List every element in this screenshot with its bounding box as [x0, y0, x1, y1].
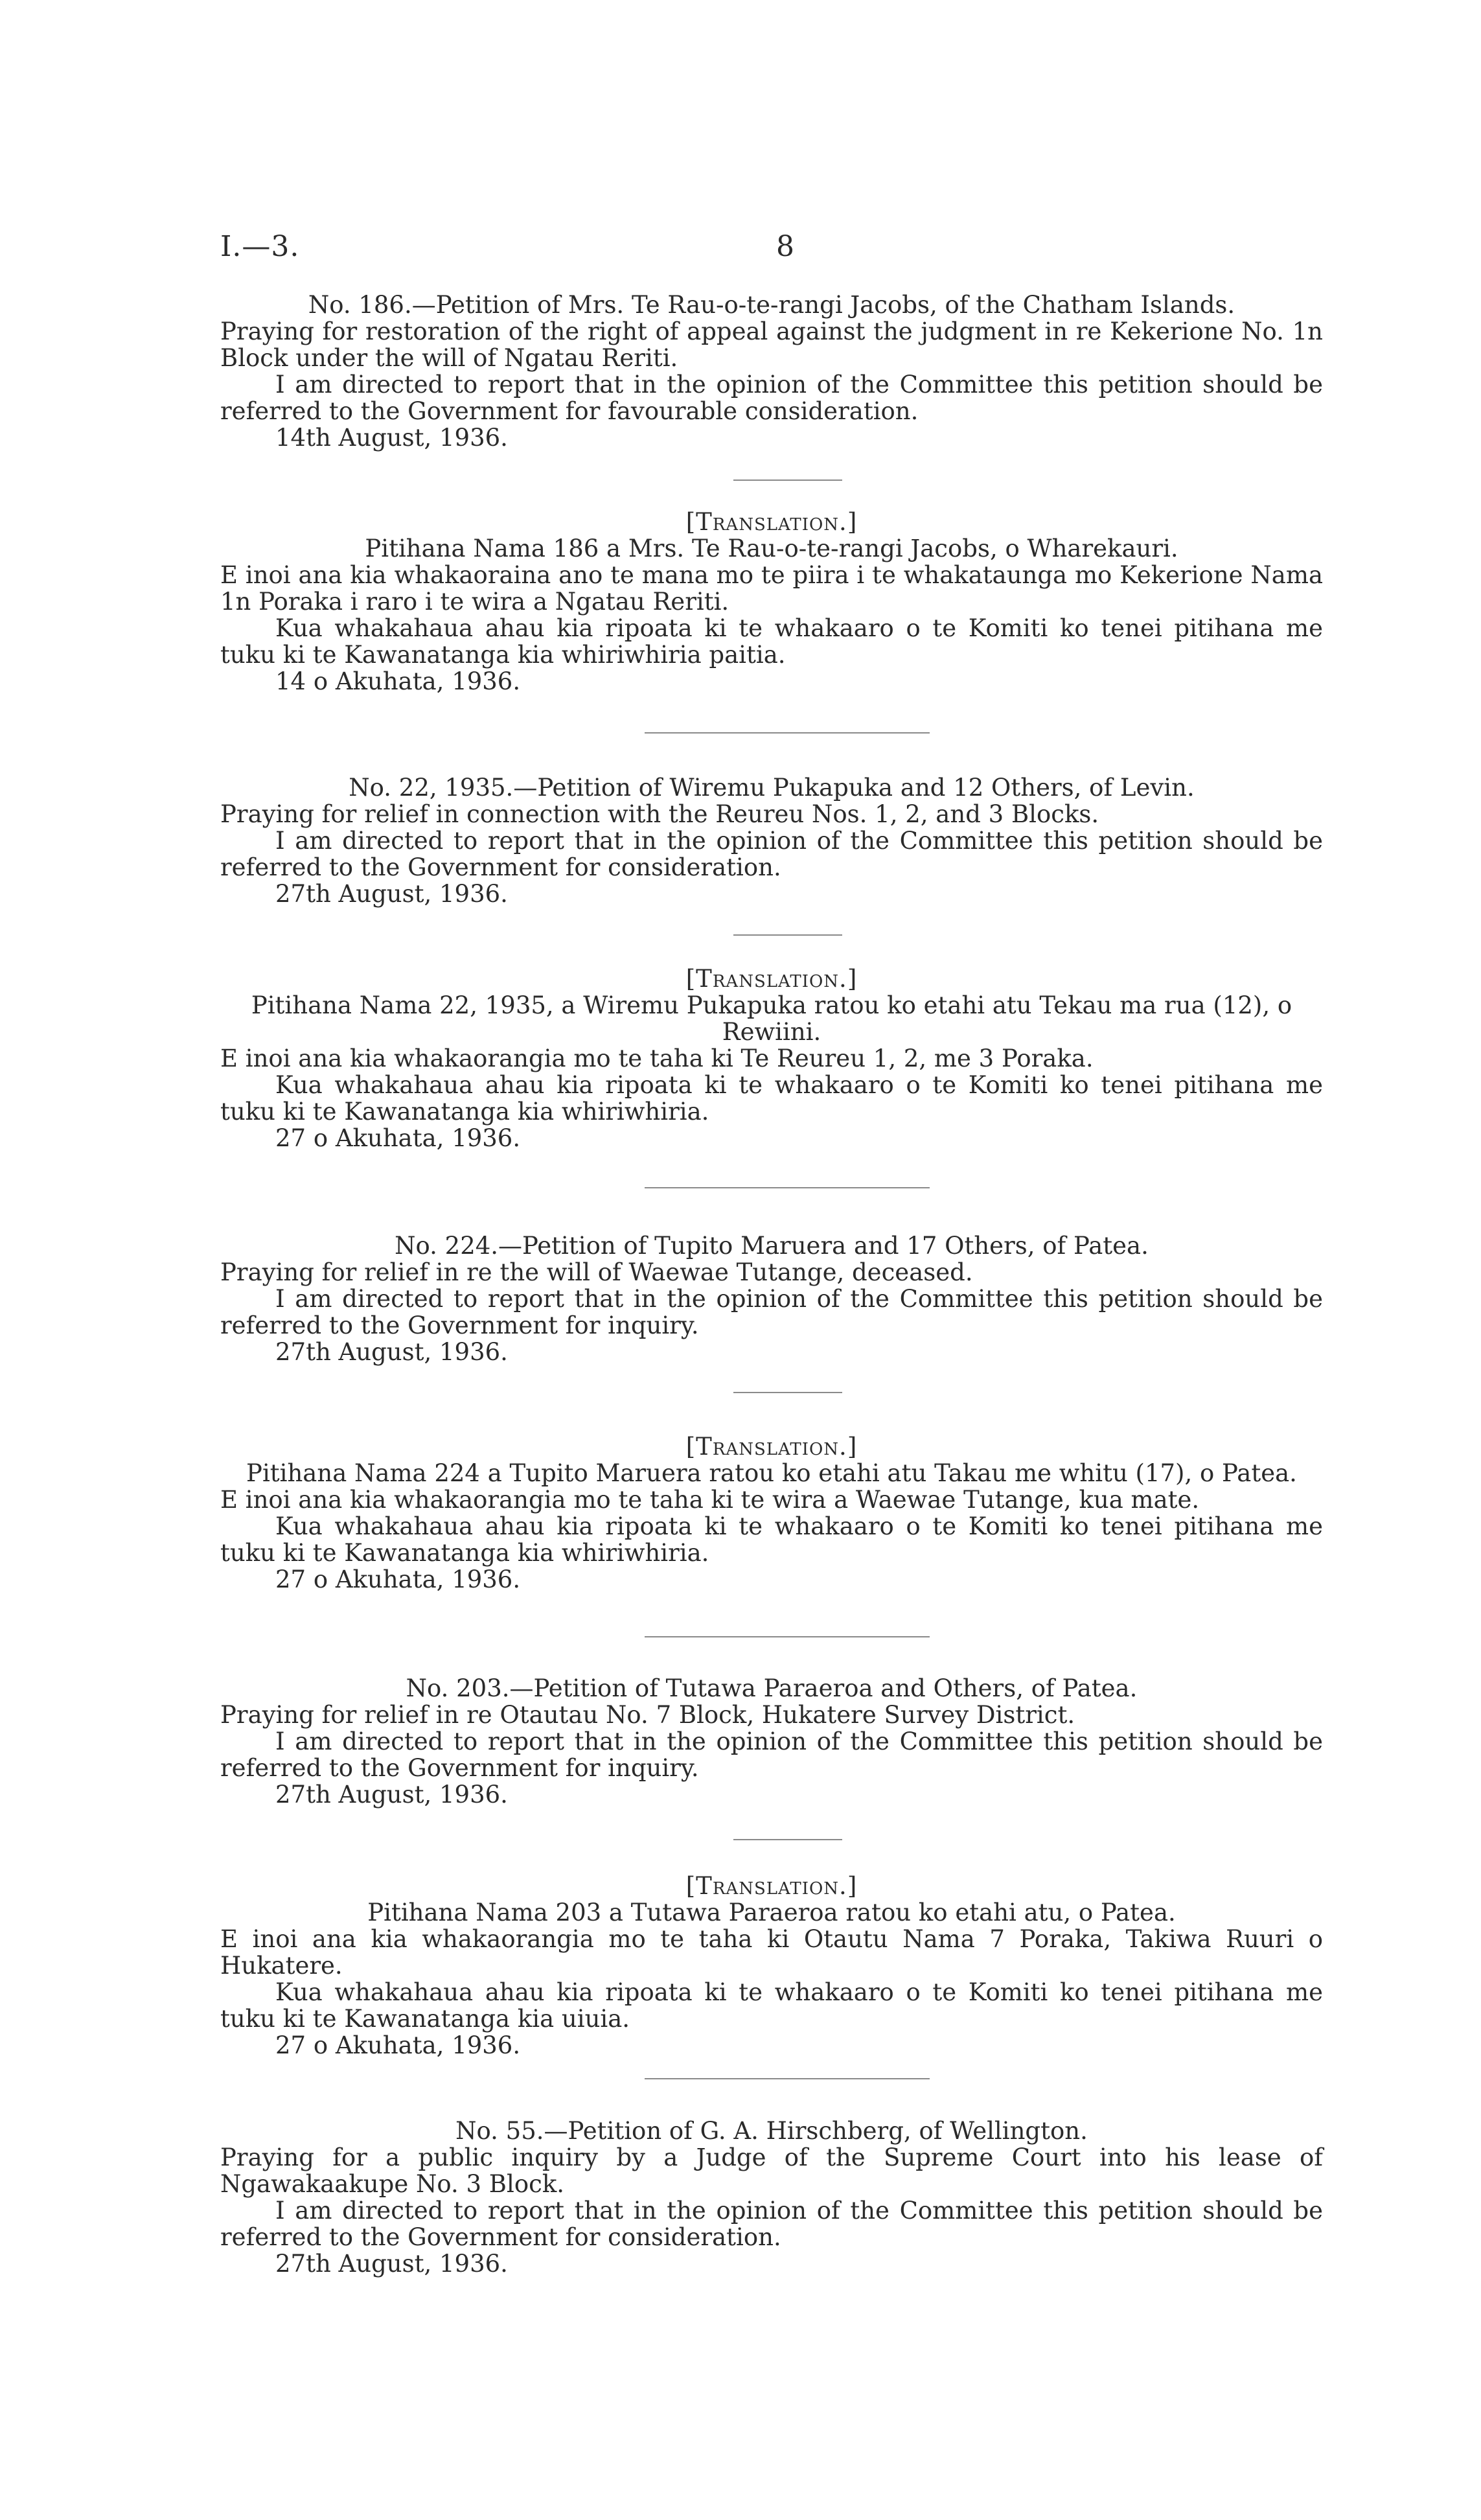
page-number: 8: [776, 230, 795, 263]
section-divider: [733, 480, 842, 481]
entry-divider: [645, 1636, 930, 1637]
report-date: 27th August, 1936.: [275, 880, 508, 908]
committee-report: I am directed to report that in the opinion of the Committee this petition should be referred to the Government for consideration.: [220, 2197, 1323, 2251]
petition-186: [220, 292, 1323, 451]
translation-report: Kua whakahaua ahau kia ripoata ki te whakaaro o te Komiti ko tenei pitihana me tuku ki te Kawanatanga kia whiriwhiria.: [220, 1071, 1323, 1126]
petition-title: No. 186.—Petition of Mrs. Te Rau-o-te-rangi Jacobs, of the Chatham Islands.: [308, 291, 1235, 319]
committee-report: I am directed to report that in the opinion of the Committee this petition should be referred to the Government for inquiry.: [220, 1728, 1323, 1782]
translation-224: [220, 1433, 1323, 1593]
translation-report: Kua whakahaua ahau kia ripoata ki te whakaaro o te Komiti ko tenei pitihana me tuku ki te Kawanatanga kia whiriwhiria paitia.: [220, 614, 1323, 669]
committee-report: I am directed to report that in the opinion of the Committee this petition should be referred to the Government for consideration.: [220, 827, 1323, 881]
report-date: 27th August, 1936.: [275, 1338, 508, 1366]
translation-date: 27 o Akuhata, 1936.: [275, 1124, 521, 1152]
translation-title: Pitihana Nama 203 a Tutawa Paraeroa ratou ko etahi atu, o Patea.: [367, 1899, 1176, 1926]
petition-title: No. 224.—Petition of Tupito Maruera and 17 Others, of Patea.: [395, 1232, 1149, 1260]
petition-203: [220, 1675, 1323, 1808]
section-divider: [733, 1839, 842, 1840]
translation-date: 27 o Akuhata, 1936.: [275, 2031, 521, 2059]
translation-date: 27 o Akuhata, 1936.: [275, 1566, 521, 1593]
petition-22-1935: [220, 774, 1323, 907]
translation-22-1935: [220, 965, 1323, 1151]
translation-report: Kua whakahaua ahau kia ripoata ki te whakaaro o te Komiti ko tenei pitihana me tuku ki te Kawanatanga kia whiriwhiria.: [220, 1512, 1323, 1567]
petition-55: [220, 2118, 1323, 2277]
petition-prayer: Praying for relief in re Otautau No. 7 Block, Hukatere Survey District.: [220, 1701, 1075, 1729]
entry-divider: [645, 732, 930, 734]
petition-prayer: Praying for relief in re the will of Waewae Tutange, deceased.: [220, 1258, 973, 1286]
translation-heading: [Translation.]: [685, 508, 858, 536]
report-date: 27th August, 1936.: [275, 1781, 508, 1809]
petition-prayer: Praying for restoration of the right of appeal against the judgment in re Kekerione No. 1n Block under the will of Ngatau Reriti.: [220, 318, 1323, 372]
translation-date: 14 o Akuhata, 1936.: [275, 667, 521, 695]
translation-title: Pitihana Nama 22, 1935, a Wiremu Pukapuka ratou ko etahi atu Tekau ma rua (12), o Rewiini.: [251, 991, 1292, 1046]
translation-title: Pitihana Nama 224 a Tupito Maruera ratou ko etahi atu Takau me whitu (17), o Patea.: [246, 1459, 1297, 1487]
petition-prayer: Praying for a public inquiry by a Judge of the Supreme Court into his lease of Ngawakaakupe No. 3 Block.: [220, 2144, 1323, 2198]
translation-186: [220, 509, 1323, 695]
translation-prayer: E inoi ana kia whakaorangia mo te taha ki te wira a Waewae Tutange, kua mate.: [220, 1486, 1200, 1514]
entry-divider: [645, 1187, 930, 1188]
petition-224: [220, 1232, 1323, 1365]
petition-title: No. 203.—Petition of Tutawa Paraeroa and Others, of Patea.: [406, 1674, 1138, 1702]
petition-prayer: Praying for relief in connection with the Reureu Nos. 1, 2, and 3 Blocks.: [220, 800, 1099, 828]
paper-reference: I.—3.: [220, 230, 300, 263]
translation-heading: [Translation.]: [685, 1872, 858, 1900]
translation-prayer: E inoi ana kia whakaoraina ano te mana mo te piira i te whakataunga mo Kekerione Nama 1n Poraka i raro i te wira a Ngatau Reriti.: [220, 561, 1323, 616]
translation-title: Pitihana Nama 186 a Mrs. Te Rau-o-te-rangi Jacobs, o Wharekauri.: [365, 535, 1178, 562]
translation-heading: [Translation.]: [685, 1433, 858, 1461]
translation-prayer: E inoi ana kia whakaorangia mo te taha ki Otautu Nama 7 Poraka, Takiwa Ruuri o Hukatere.: [220, 1925, 1323, 1980]
section-divider: [733, 1392, 842, 1393]
translation-203: [220, 1873, 1323, 2059]
petition-title: No. 55.—Petition of G. A. Hirschberg, of Wellington.: [455, 2117, 1088, 2145]
section-divider: [733, 934, 842, 936]
committee-report: I am directed to report that in the opinion of the Committee this petition should be referred to the Government for inquiry.: [220, 1285, 1323, 1339]
report-date: 27th August, 1936.: [275, 2250, 508, 2278]
report-date: 14th August, 1936.: [275, 424, 508, 452]
translation-heading: [Translation.]: [685, 965, 858, 993]
petition-title: No. 22, 1935.—Petition of Wiremu Pukapuka and 12 Others, of Levin.: [349, 774, 1195, 802]
translation-prayer: E inoi ana kia whakaorangia mo te taha ki Te Reureu 1, 2, me 3 Poraka.: [220, 1045, 1094, 1072]
entry-divider: [645, 2078, 930, 2079]
translation-report: Kua whakahaua ahau kia ripoata ki te whakaaro o te Komiti ko tenei pitihana me tuku ki te Kawanatanga kia uiuia.: [220, 1978, 1323, 2033]
committee-report: I am directed to report that in the opinion of the Committee this petition should be referred to the Government for favourable consideration.: [220, 371, 1323, 425]
